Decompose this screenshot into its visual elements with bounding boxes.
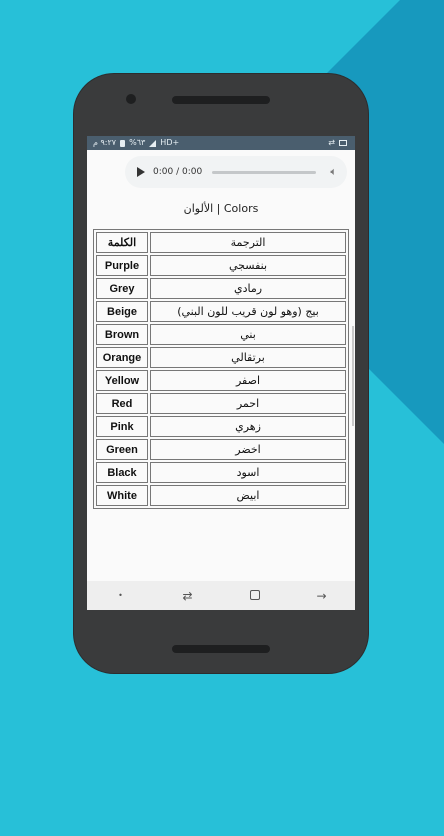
cell-arabic: بنفسجي: [150, 255, 346, 276]
scrollbar[interactable]: [352, 326, 354, 426]
audio-time: 0:00 / 0:00: [153, 167, 203, 177]
table-row: [96, 485, 346, 506]
cell-arabic: احمر: [150, 393, 346, 414]
table-row: [96, 439, 346, 460]
cell-arabic: اسود: [150, 462, 346, 483]
cell-english: Grey: [96, 278, 148, 299]
cell-english: Black: [96, 462, 148, 483]
status-time: ٩:٢٧ م: [93, 138, 117, 147]
cell-english: Purple: [96, 255, 148, 276]
navigation-bar: [87, 581, 355, 610]
table-row: [96, 324, 346, 345]
speaker-top: [172, 96, 270, 104]
table-row: [96, 462, 346, 483]
screen: [87, 136, 355, 610]
cell-english: Beige: [96, 301, 148, 322]
link-icon: ⇄: [328, 138, 335, 147]
cell-english: Yellow: [96, 370, 148, 391]
cell-arabic: بني: [150, 324, 346, 345]
menu-dot-icon[interactable]: •: [118, 591, 123, 600]
table-row: [96, 393, 346, 414]
cell-english: Brown: [96, 324, 148, 345]
battery-icon: [120, 140, 125, 147]
header-arabic: الترجمة: [150, 232, 346, 253]
battery-percent: %٦٣: [129, 138, 146, 147]
cell-arabic: بيج (وهو لون قريب للون البني): [150, 301, 346, 322]
table-row: [96, 278, 346, 299]
home-button[interactable]: [235, 589, 275, 603]
table-row: [96, 416, 346, 437]
cell-arabic: ابيض: [150, 485, 346, 506]
cell-arabic: زهري: [150, 416, 346, 437]
cell-english: Pink: [96, 416, 148, 437]
switch-icon[interactable]: ⇄: [182, 588, 193, 603]
page-title: الألوان | Colors: [183, 202, 259, 215]
cell-arabic: برتقالي: [150, 347, 346, 368]
cell-english: Green: [96, 439, 148, 460]
image-icon: [339, 140, 347, 146]
cell-arabic: اصفر: [150, 370, 346, 391]
cell-arabic: اخضر: [150, 439, 346, 460]
network-type: HD+: [160, 138, 180, 147]
camera: [126, 94, 136, 104]
overview-icon: [250, 590, 260, 600]
back-button[interactable]: →: [316, 588, 327, 603]
colors-table: [93, 229, 349, 509]
cell-english: White: [96, 485, 148, 506]
status-bar: [87, 136, 355, 150]
signal-icon: [149, 140, 156, 147]
phone-frame: [74, 74, 368, 673]
table-row: [96, 347, 346, 368]
speaker-bottom: [172, 645, 270, 653]
cell-english: Red: [96, 393, 148, 414]
table-row: [96, 301, 346, 322]
cell-english: Orange: [96, 347, 148, 368]
volume-icon[interactable]: 🔈︎: [330, 165, 337, 178]
audio-progress[interactable]: [212, 171, 316, 174]
header-english: الكلمة: [96, 232, 148, 253]
cell-arabic: رمادي: [150, 278, 346, 299]
table-row: [96, 370, 346, 391]
table-header-row: [96, 232, 346, 253]
play-icon[interactable]: [137, 167, 145, 177]
audio-player: [125, 156, 347, 188]
table-row: [96, 255, 346, 276]
